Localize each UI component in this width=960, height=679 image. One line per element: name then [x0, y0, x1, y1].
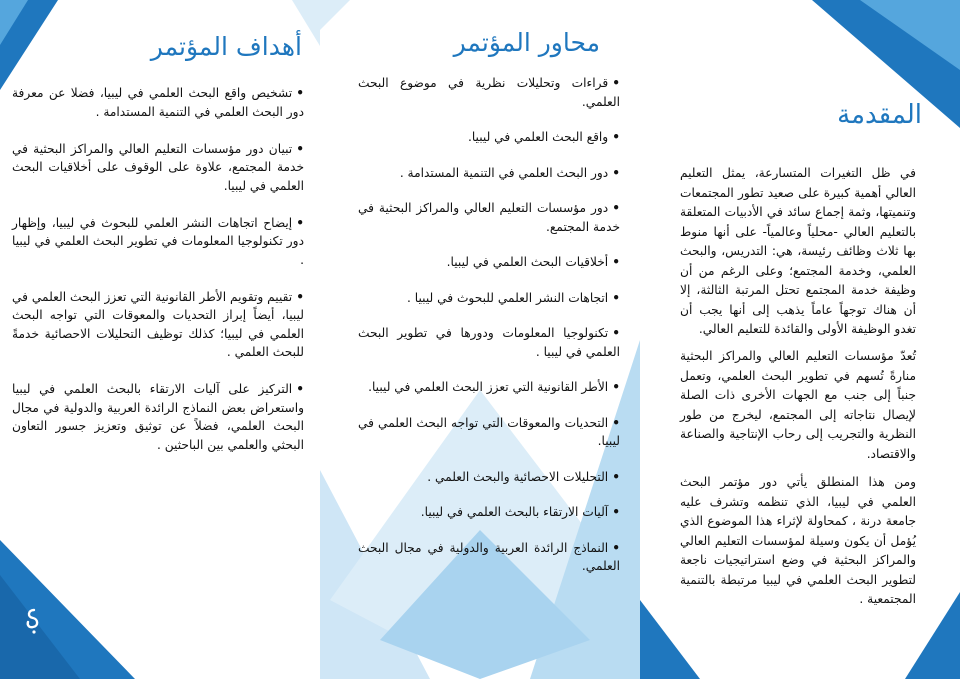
- intro-paragraph-2: تُعدّ مؤسسات التعليم العالي والمراكز البحثية منارةً تُسهم في تطوير البحث العلمي، وتعمل جنباً إلى جنب مع الجهات الأخرى ذات الصلة لإيصال نتاجاته إلى المجتمع، ليخرج من طور النظرية والتجريب إلى رحاب الإنتاجية والصناعة والاقتصاد.: [680, 349, 916, 461]
- bullet-icon: •: [296, 382, 304, 396]
- goals-item: •تقييم وتقويم الأطر القانونية التي تعزز البحث العلمي في ليبيا، أيضاً إبراز التحديات والمعوقات التي تواجه البحث العلمي في ليبيا؛ كذلك توظيف التحليلات الاحصائية خدمةً للبحث العلمي .: [12, 289, 304, 359]
- axes-item: •قراءات وتحليلات نظرية في موضوع البحث العلمي.: [358, 76, 620, 109]
- bullet-icon: •: [296, 289, 304, 304]
- intro-title: المقدمة: [837, 100, 922, 130]
- bullet-icon: •: [612, 505, 620, 519]
- axes-item: •أخلاقيات البحث العلمي في ليبيا.: [446, 255, 620, 269]
- goals-item: •التركيز على آليات الارتقاء بالبحث العلمي في ليبيا واستعراض بعض النماذج الرائدة العربية والدولية في مجال البحث العلمي، فضلاً عن توثيق وتعزيز جسور التعاون البحثي والعلمي بين الباحثين .: [12, 382, 304, 452]
- bullet-icon: •: [612, 469, 620, 484]
- axes-item: •آليات الارتقاء بالبحث العلمي في ليبيا.: [420, 505, 620, 519]
- goals-item: •تشخيص واقع البحث العلمي في ليبيا، فضلا عن معرفة دور البحث العلمي في التنمية المستدامة .: [12, 86, 304, 119]
- bullet-icon: •: [296, 141, 304, 156]
- bullet-icon: •: [612, 290, 620, 305]
- axes-item: •التحديات والمعوقات التي تواجه البحث العلمي في ليبيا.: [358, 415, 620, 448]
- axes-panel: [320, 0, 640, 679]
- bullet-icon: •: [612, 201, 620, 215]
- bullet-icon: •: [612, 130, 620, 144]
- goals-item: •تبيان دور مؤسسات التعليم العالي والمراكز البحثية في خدمة المجتمع، علاوة على الوقوف على أخلاقيات البحث العلمي في ليبيا.: [12, 141, 304, 193]
- intro-paragraph-1: في ظل التغيرات المتسارعة، يمثل التعليم العالي أهمية كبيرة على صعيد تطور المجتمعات وتنميتها، وثمة إجماع سائد في الأدبيات المتعلقة بالتعليم العالي -محلياً وعالمياً- على أنها منوط بها ثلاث وظائف رئيسة، هي: التدريس، والبحث العلمي، وخدمة المجتمع؛ وعلى الرغم من أن وظيفة خدمة المجتمع تحتل المرتبة الثالثة، إلا أن هناك توجهاً عاماً يذهب إلى أنها يجب أن تغدو الوظيفة الأولى والقائدة للتعليم العالي.: [680, 166, 916, 336]
- intro-paragraph-3: ومن هذا المنطلق يأتي دور مؤتمر البحث العلمي في ليبيا، الذي تنظمه وتشرف عليه جامعة درنة ، كمحاولة لإثراء هذا الموضوع الذي يُؤمل أن يكون وسيلة لمؤسسات التعليم العالي والمراكز البحثية في وضع استراتيجيات ناجعة لتطوير البحث العلمي في ليبيا مرتبطة بالتنمية المجتمعية .: [680, 475, 916, 606]
- bullet-icon: •: [612, 326, 620, 340]
- bullet-icon: •: [296, 215, 304, 230]
- bullet-icon: •: [612, 380, 620, 394]
- axes-item: •دور مؤسسات التعليم العالي والمراكز البحثية في خدمة المجتمع.: [358, 201, 620, 234]
- axes-list: [358, 74, 620, 593]
- bullet-icon: •: [612, 76, 620, 90]
- axes-title: محاور المؤتمر: [453, 28, 600, 57]
- axes-item: •دور البحث العلمي في التنمية المستدامة .: [399, 165, 620, 180]
- bullet-icon: •: [296, 86, 304, 100]
- goals-item: •إيضاح اتجاهات النشر العلمي للبحوث في ليبيا، وإظهار دور تكنولوجيا المعلومات في تطوير البحث العلمي في ليبيا .: [12, 215, 304, 267]
- bullet-icon: •: [612, 255, 620, 269]
- bullet-icon: •: [612, 165, 620, 180]
- goals-panel: [0, 0, 320, 679]
- axes-item: •اتجاهات النشر العلمي للبحوث في ليبيا .: [407, 290, 620, 305]
- goals-title: أهداف المؤتمر: [150, 32, 302, 61]
- intro-panel: [640, 0, 960, 679]
- university-logo-icon: [16, 606, 52, 640]
- axes-item: •واقع البحث العلمي في ليبيا.: [467, 130, 620, 144]
- bullet-icon: •: [612, 415, 620, 430]
- axes-item: •تكنولوجيا المعلومات ودورها في تطوير البحث العلمي في ليبيا .: [358, 326, 620, 359]
- bullet-icon: •: [612, 540, 620, 555]
- axes-item: •النماذج الرائدة العربية والدولية في مجال البحث العلمي.: [358, 540, 620, 573]
- goals-list: [12, 84, 304, 473]
- axes-item: •الأطر القانونية التي تعزز البحث العلمي في ليبيا.: [368, 380, 620, 394]
- axes-item: •التحليلات الاحصائية والبحث العلمي .: [427, 469, 620, 484]
- logo-mark-icon: [19, 606, 49, 636]
